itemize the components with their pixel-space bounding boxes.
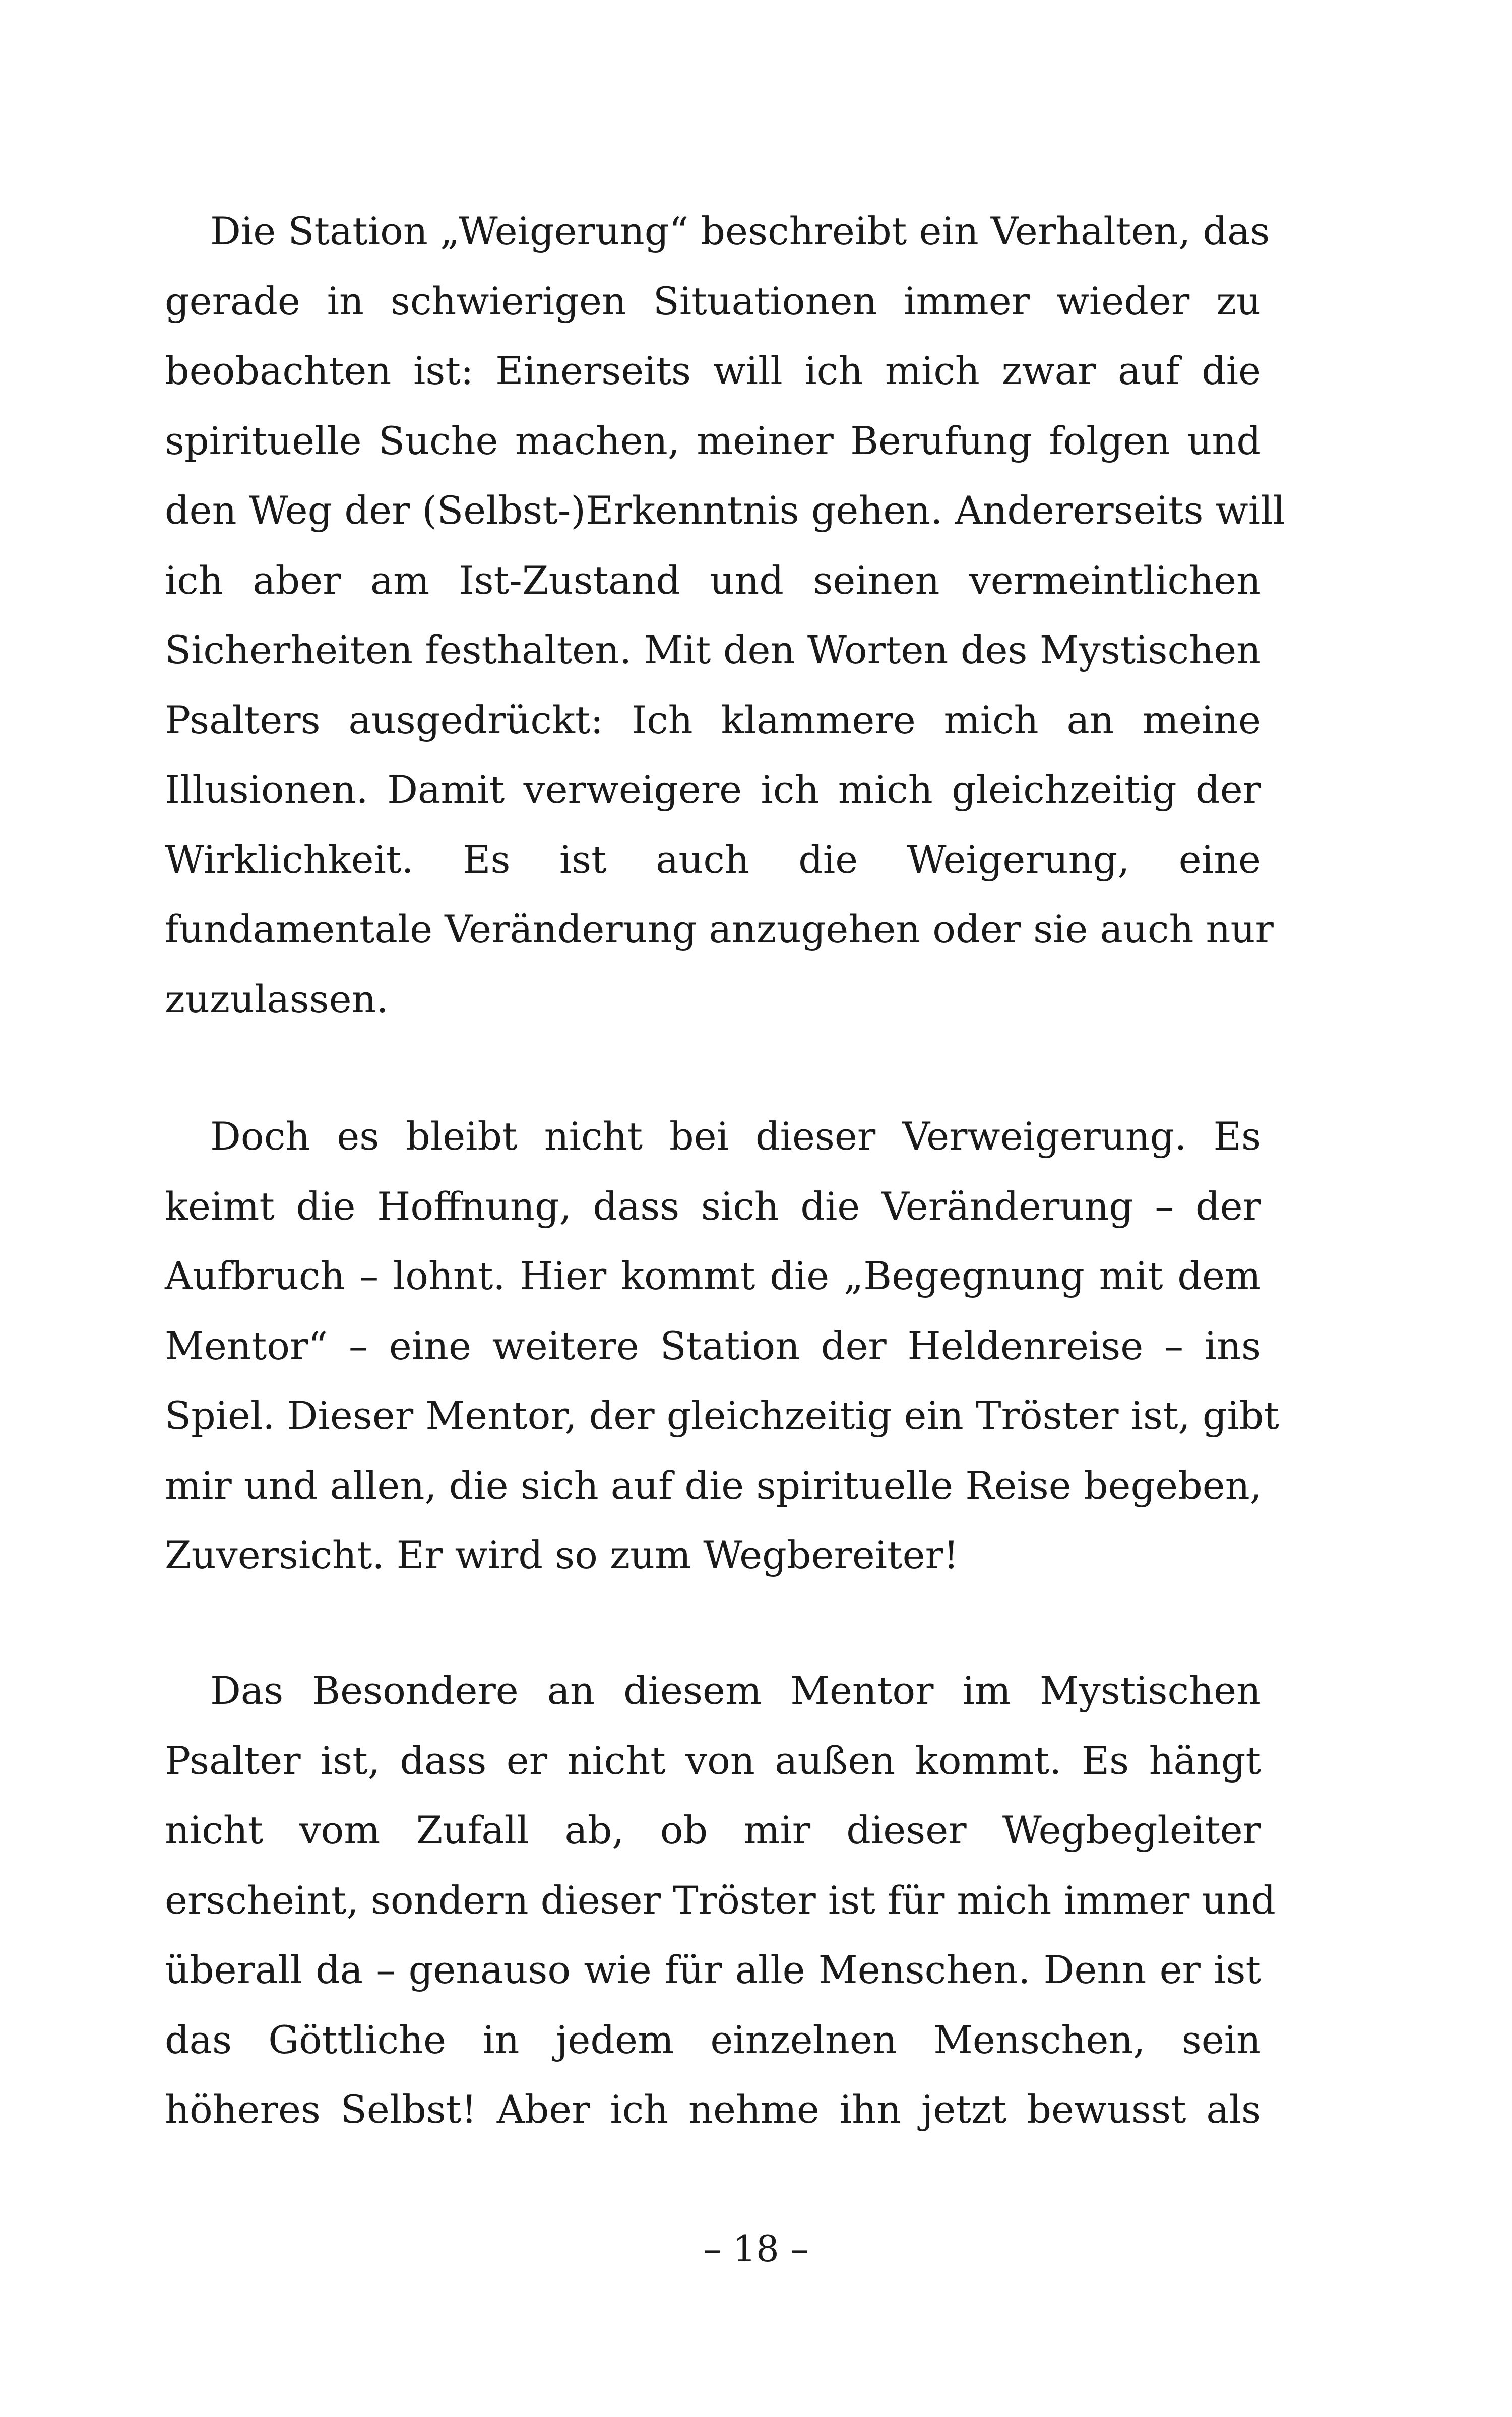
paragraph-line: überall da – genauso wie für alle Menschen. Denn er ist <box>165 1947 1261 1992</box>
paragraph-line: nicht vom Zufall ab, ob mir dieser Wegbegleiter <box>165 1808 1261 1853</box>
paragraph-line: zuzulassen. <box>165 976 389 1022</box>
paragraph-3 <box>165 1656 1276 2145</box>
paragraph-line: erscheint, sondern dieser Tröster ist für mich immer und <box>165 1877 1276 1923</box>
paragraph-line: Doch es bleibt nicht bei dieser Verweigerung. Es <box>210 1114 1261 1159</box>
paragraph-line: keimt die Hoffnung, dass sich die Veränderung – der <box>165 1183 1261 1229</box>
paragraph-line: Illusionen. Damit verweigere ich mich gleichzeitig der <box>165 767 1261 812</box>
paragraph-line: das Göttliche in jedem einzelnen Menschen, sein <box>165 2017 1261 2062</box>
paragraph-line: Aufbruch – lohnt. Hier kommt die „Begegnung mit dem <box>165 1253 1261 1298</box>
paragraph-line: Das Besondere an diesem Mentor im Mystischen <box>210 1668 1261 1713</box>
paragraph-line: Psalter ist, dass er nicht von außen kommt. Es hängt <box>165 1738 1261 1783</box>
paragraph-line: Sicherheiten festhalten. Mit den Worten des Mystischen <box>165 627 1261 672</box>
paragraph-line: beobachten ist: Einerseits will ich mich zwar auf die <box>165 348 1261 393</box>
paragraph-line: Mentor“ – eine weitere Station der Heldenreise – ins <box>165 1323 1261 1368</box>
paragraph-line: spirituelle Suche machen, meiner Berufung folgen und <box>165 418 1261 463</box>
paragraph-line: höheres Selbst! Aber ich nehme ihn jetzt bewusst als <box>165 2087 1261 2132</box>
paragraph-1 <box>165 197 1285 1034</box>
paragraph-2 <box>165 1102 1279 1591</box>
paragraph-line: den Weg der (Selbst-)Erkenntnis gehen. Andererseits will <box>165 488 1285 533</box>
paragraph-line: ich aber am Ist-Zustand und seinen vermeintlichen <box>165 557 1261 603</box>
paragraph-line: Wirklichkeit. Es ist auch die Weigerung, eine <box>165 837 1261 882</box>
page-number: – 18 – <box>703 2228 809 2270</box>
paragraph-line: fundamentale Veränderung anzugehen oder sie auch nur <box>165 907 1274 951</box>
paragraph-line: Zuversicht. Er wird so zum Wegbereiter! <box>165 1533 959 1577</box>
paragraph-line: Die Station „Weigerung“ beschreibt ein Verhalten, das <box>210 209 1270 253</box>
paragraph-line: Psalters ausgedrückt: Ich klammere mich an meine <box>165 697 1261 742</box>
paragraph-line: mir und allen, die sich auf die spirituelle Reise begeben, <box>165 1462 1262 1508</box>
paragraph-line: gerade in schwierigen Situationen immer wieder zu <box>165 278 1261 324</box>
paragraph-line: Spiel. Dieser Mentor, der gleichzeitig ein Tröster ist, gibt <box>165 1393 1279 1438</box>
